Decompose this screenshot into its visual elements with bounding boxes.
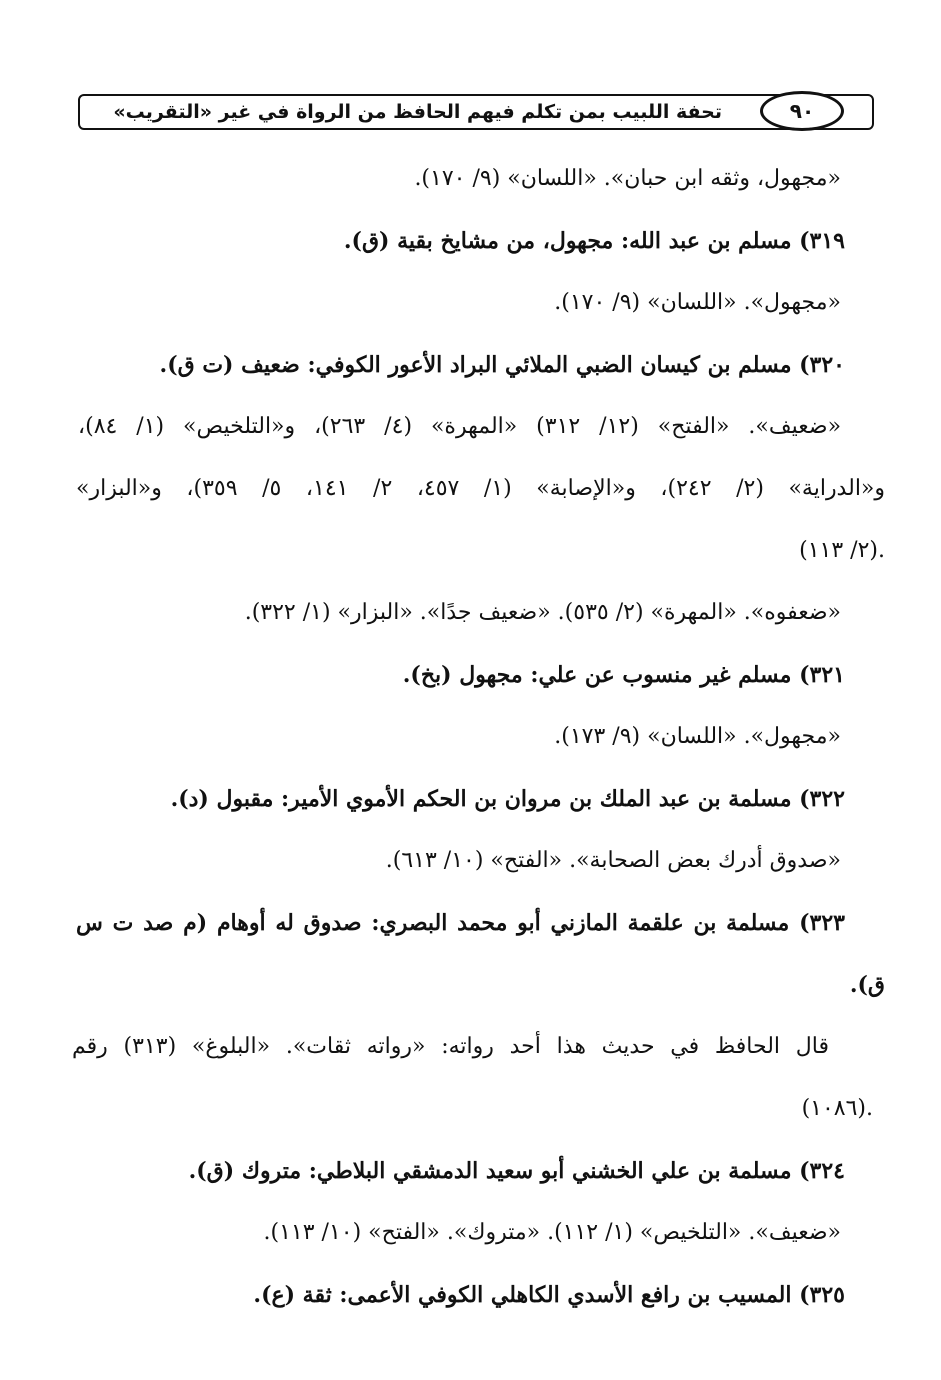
entry-heading: ٣٢٥) المسيب بن رافع الأسدي الكاهلي الكوفي الأعمى: ثقة (ع). [253, 1282, 845, 1308]
text-line: (١٠٨٦). [801, 1096, 873, 1121]
book-title: تحفة اللبيب بمن تكلم فيهم الحافظ من الرواة في غير «التقريب» [113, 101, 722, 123]
text-line: «مجهول، وثقه ابن حبان». «اللسان» (٩/ ١٧٠). [414, 166, 841, 191]
entry-heading: ٣٢٠) مسلم بن كيسان الضبي الملائي البراد الأعور الكوفي: ضعيف (ت ق). [159, 352, 845, 378]
entry-heading: ٣٢٣) مسلمة بن علقمة المازني أبو محمد البصري: صدوق له أوهام (م صد ت س [76, 910, 845, 936]
entry-heading: ٣١٩) مسلم بن عبد الله: مجهول، من مشايخ بقية (ق). [343, 228, 845, 254]
text-line: «صدوق أدرك بعض الصحابة». «الفتح» (١٠/ ٦١٣). [385, 848, 841, 873]
text-line: «ضعيف». «الفتح» (١٢/ ٣١٢) «المهرة» (٤/ ٢٦٣)، و«التلخيص» (١/ ٨٤)، [78, 414, 842, 439]
text-line: و«الدراية» (٢/ ٢٤٢)، و«الإصابة» (١/ ٤٥٧، ٢/ ١٤١، ٥/ ٣٥٩)، و«البزار» [76, 476, 886, 501]
text-line: «مجهول». «اللسان» (٩/ ١٧٣). [554, 724, 841, 749]
text-line: «ضعفوه». «المهرة» (٢/ ٥٣٥). «ضعيف جدًا». «البزار» (١/ ٣٢٢). [244, 600, 841, 625]
text-line: قال الحافظ في حديث هذا أحد رواته: «رواته ثقات». «البلوغ» (٣١٣) رقم [72, 1034, 829, 1059]
text-line: (٢/ ١١٣). [799, 538, 885, 563]
entry-heading: ٣٢٤) مسلمة بن علي الخشني أبو سعيد الدمشقي البلاطي: متروك (ق). [188, 1158, 845, 1184]
entry-heading: ٣٢٢) مسلمة بن عبد الملك بن مروان بن الحكم الأموي الأمير: مقبول (د). [170, 786, 845, 812]
text-line: «مجهول». «اللسان» (٩/ ١٧٠). [554, 290, 841, 315]
text-line: «ضعيف». «التلخيص» (١/ ١١٢). «متروك». «الفتح» (١٠/ ١١٣). [263, 1220, 841, 1245]
entry-heading: ٣٢١) مسلم غير منسوب عن علي: مجهول (بخ). [402, 662, 845, 688]
running-header [78, 94, 874, 130]
entry-heading-continued: ق). [849, 972, 885, 998]
page-number: ٩٠ [760, 91, 844, 131]
